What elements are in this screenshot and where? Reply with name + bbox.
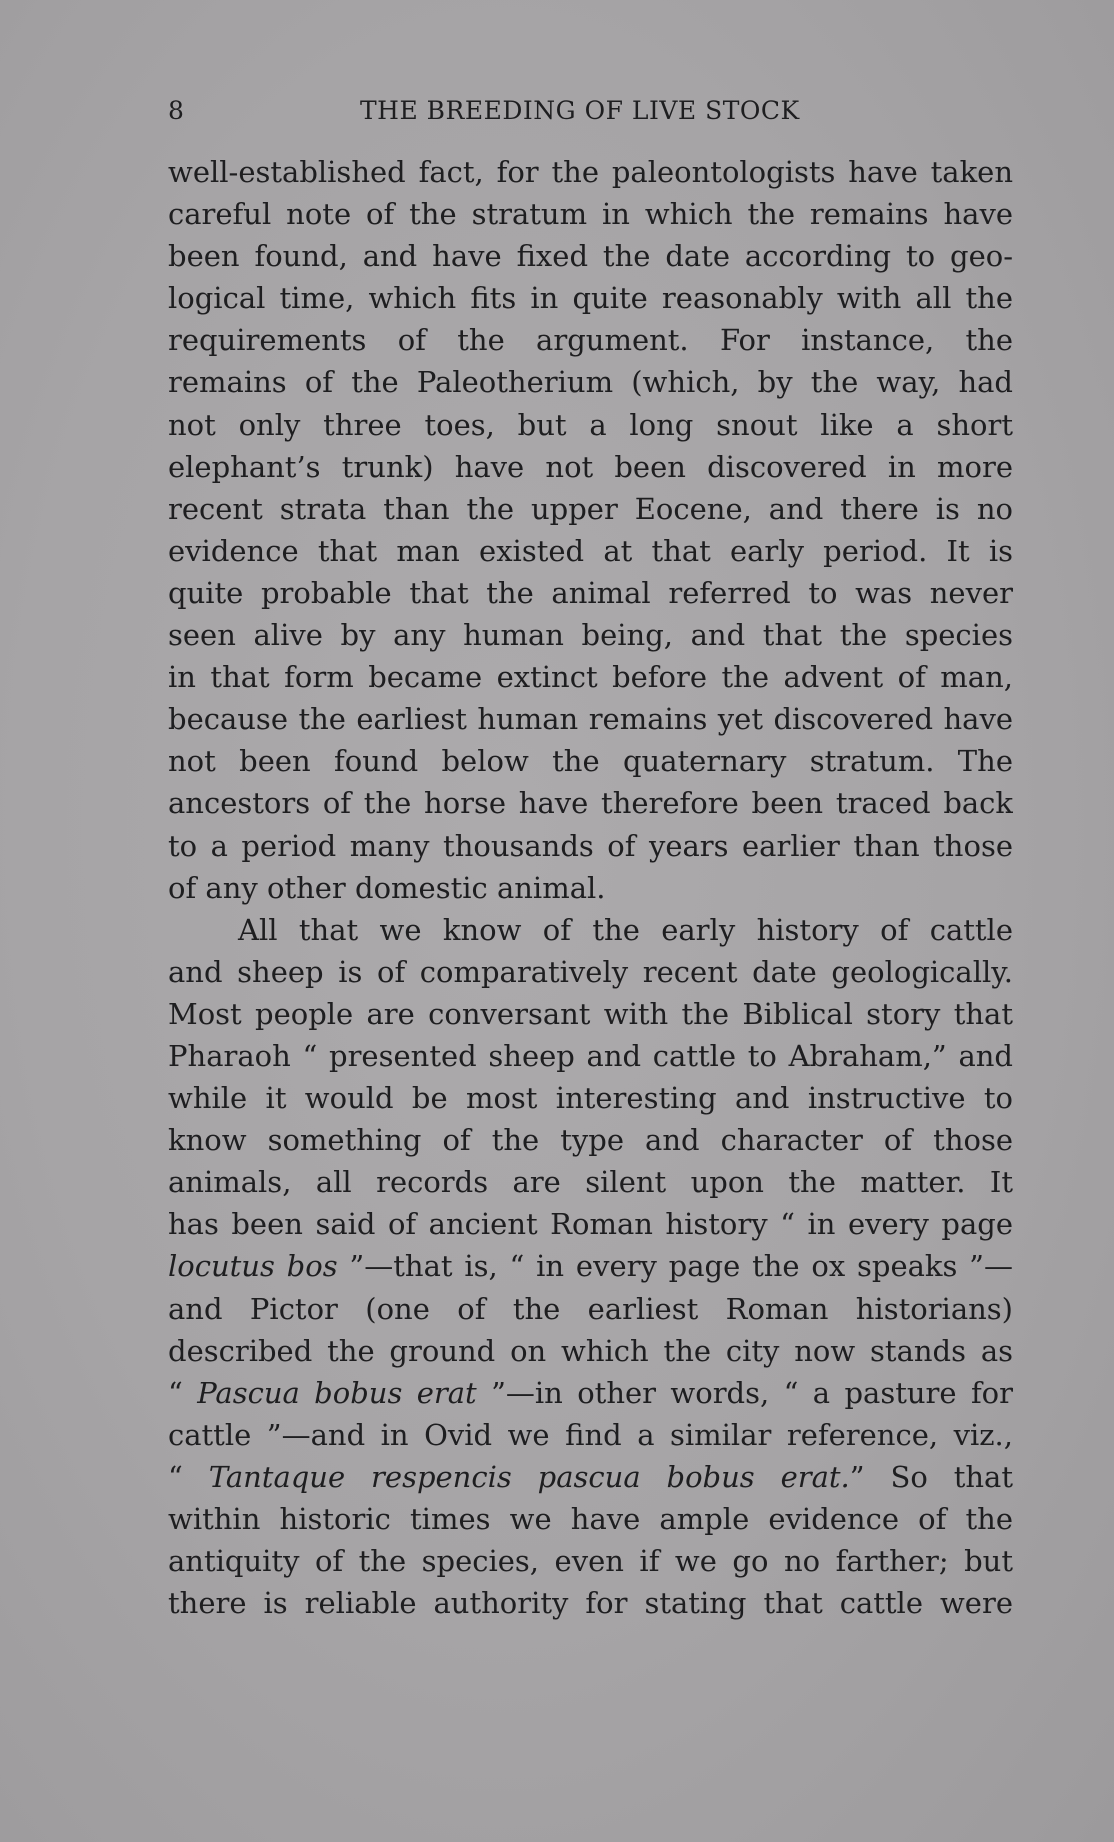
text-line: described the ground on which the city now stands as [168,1333,1013,1368]
body-text [168,151,1013,1624]
text-line: and Pictor (one of the earliest Roman historians) [168,1291,1013,1326]
page-number: 8 [168,96,185,125]
running-header [168,96,1013,130]
text-line: because the earliest human remains yet discovered have [168,702,1013,737]
open-quote: “ [168,1375,198,1410]
text-line: in that form became extinct before the advent of man, [168,660,1013,695]
line-text: ”—that is, “ in every page the ox speaks ”— [337,1249,1013,1284]
text-line: and sheep is of comparatively recent date geologically. [168,954,1013,989]
text-line: well-established fact, for the paleontologists have taken [168,155,1013,189]
text-line: remains of the Paleotherium (which, by the way, had [168,365,1013,400]
text-line: elephant’s trunk) have not been discovered in more [168,449,1013,484]
text-line: there is reliable authority for stating that cattle were [168,1586,1013,1621]
text-line: within historic times we have ample evidence of the [168,1502,1013,1536]
text-line: requirements of the argument. For instance, the [168,323,1013,358]
text-line: not only three toes, but a long snout like a short [168,407,1013,442]
latin-phrase: Pascua bobus erat [197,1375,477,1410]
text-line: Pharaoh “ presented sheep and cattle to Abraham,” and [168,1038,1013,1073]
text-line: careful note of the stratum in which the remains have [168,197,1013,232]
text-line: been found, and have fixed the date according to geo- [168,239,1013,274]
text-line: ancestors of the horse have therefore been traced back [168,786,1013,821]
text-line [168,1372,1013,1414]
text-line: recent strata than the upper Eocene, and there is no [168,491,1013,526]
text-line [168,1245,1013,1287]
text-line: not been found below the quaternary stratum. The [168,744,1013,779]
running-title: THE BREEDING OF LIVE STOCK [360,96,800,125]
text-line: while it would be most interesting and instructive to [168,1081,1013,1116]
open-quote: “ [168,1459,209,1494]
text-line: evidence that man existed at that early period. It is [168,533,1013,568]
text-line: to a period many thousands of years earlier than those [168,828,1013,863]
text-line: animals, all records are silent upon the matter. It [168,1165,1013,1200]
text-line: All that we know of the early history of cattle [238,912,1013,947]
latin-phrase: Tantaque respencis pascua bobus erat. [208,1459,850,1494]
line-text: ” So that [849,1459,1013,1494]
text-line: know something of the type and character of those [168,1123,1013,1158]
text-line: antiquity of the species, even if we go no farther; but [168,1544,1013,1579]
latin-phrase: locutus bos [168,1249,338,1284]
text-line: has been said of ancient Roman history “ in every page [168,1207,1013,1242]
text-line: of any other domestic animal. [168,870,606,905]
text-line: cattle ”—and in Ovid we find a similar reference, viz., [168,1417,1013,1452]
text-line: quite probable that the animal referred to was never [168,575,1013,610]
line-text: ”—in other words, “ a pasture for [476,1375,1013,1410]
text-line: seen alive by any human being, and that the species [168,618,1013,653]
text-line: logical time, which fits in quite reasonably with all the [168,281,1013,316]
text-line [168,1456,1013,1498]
text-line: Most people are conversant with the Biblical story that [168,996,1013,1031]
